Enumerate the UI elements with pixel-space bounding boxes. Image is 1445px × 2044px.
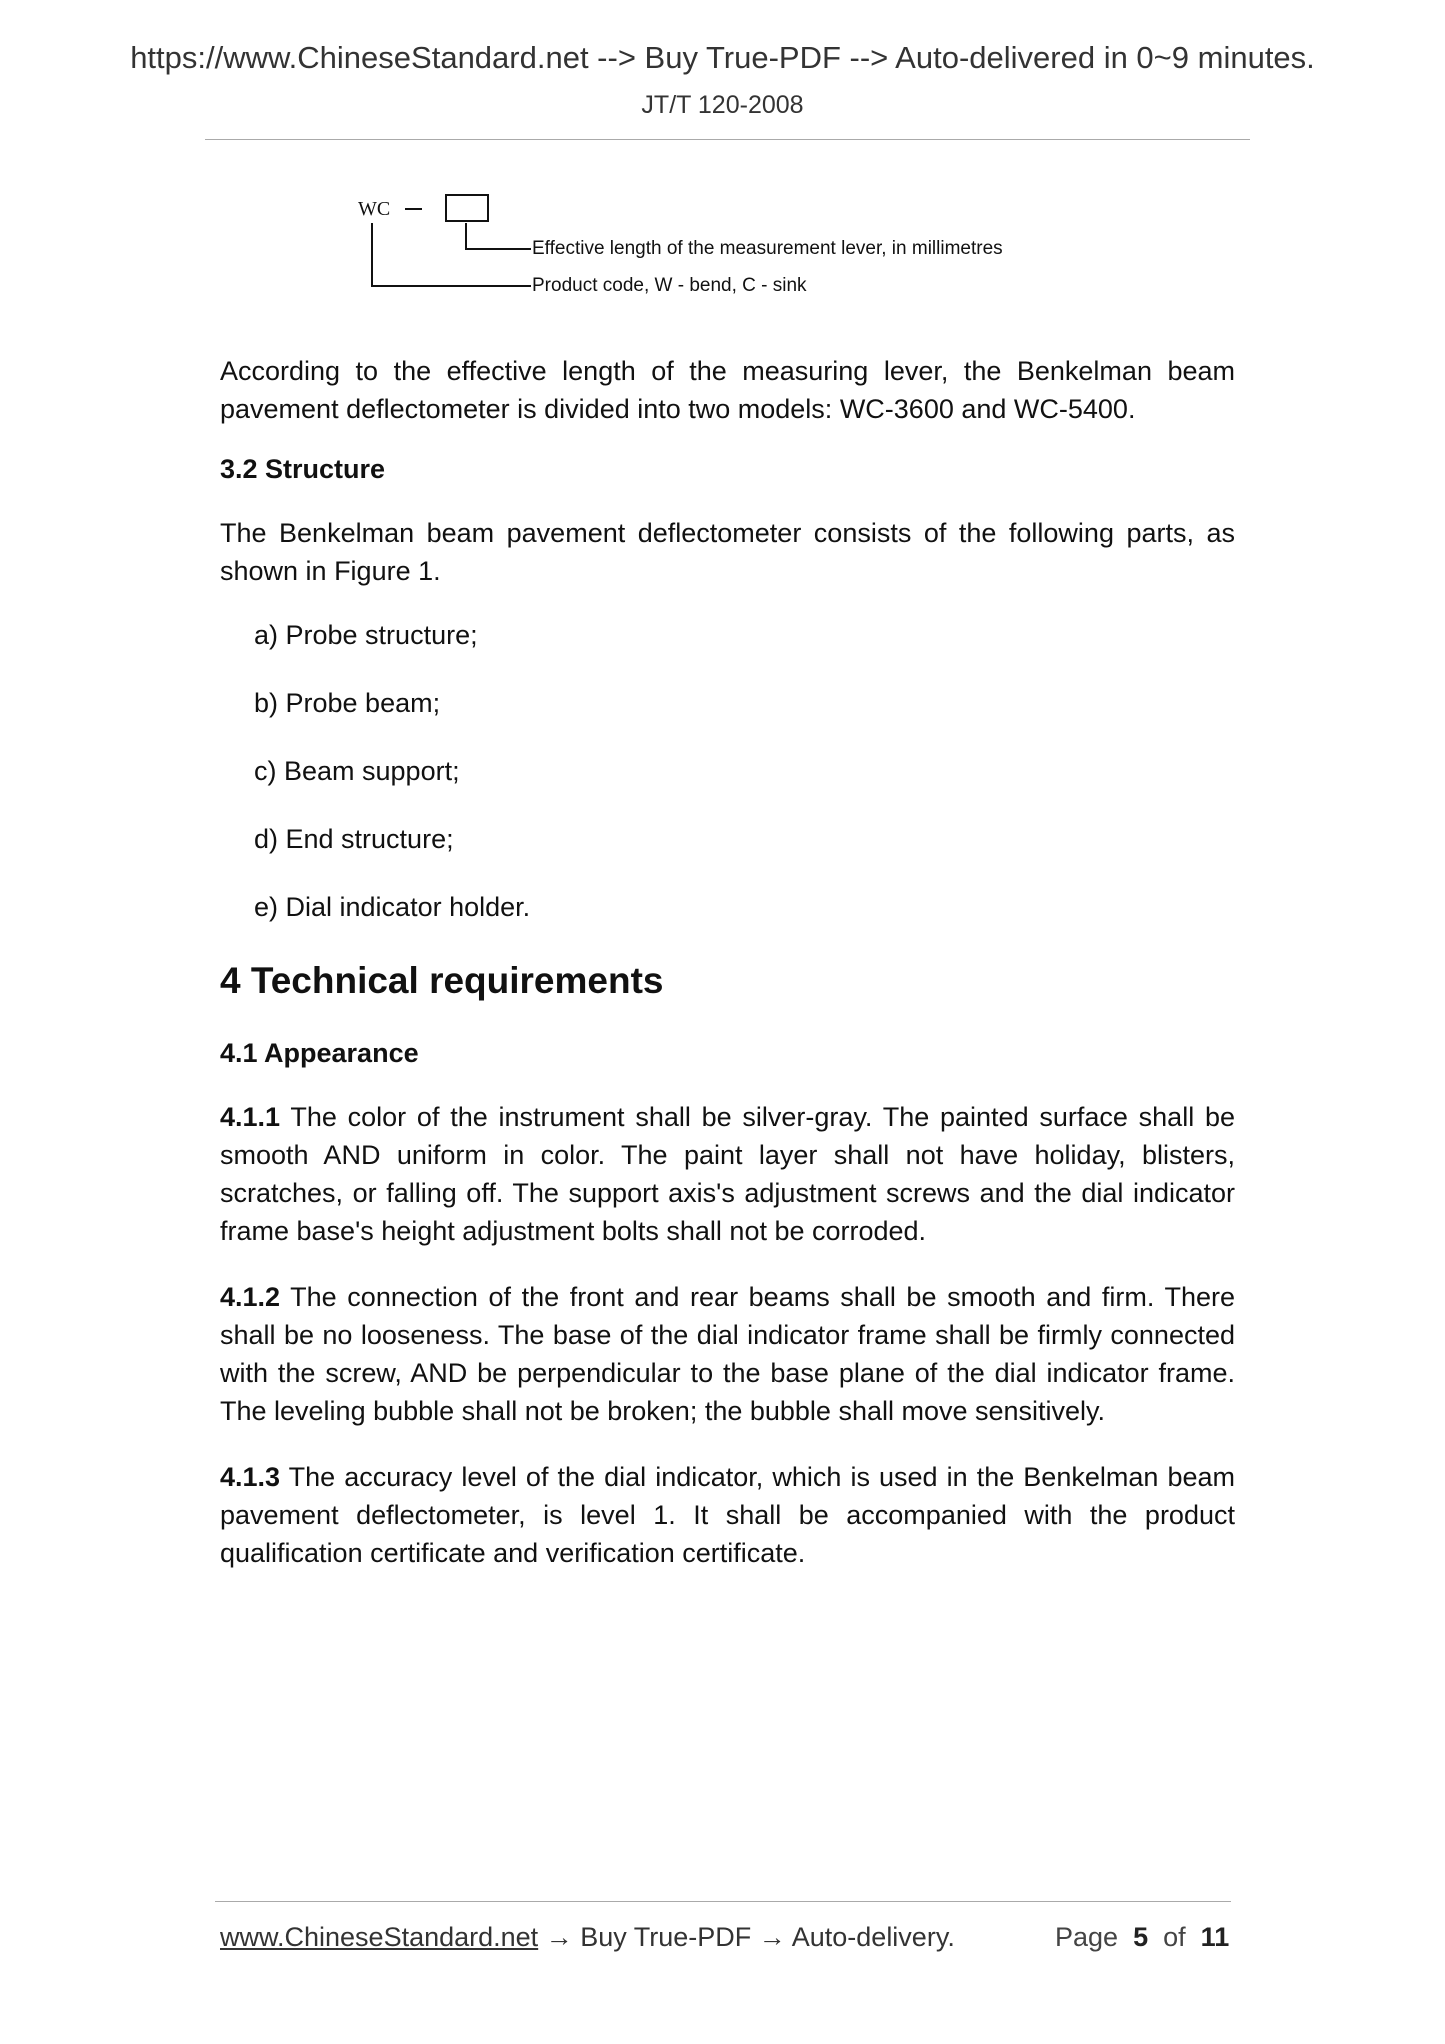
- page-number: 5: [1133, 1922, 1149, 1952]
- product-code-label: Product code, W - bend, C - sink: [532, 275, 807, 296]
- page-indicator: [1055, 1922, 1229, 1953]
- footer-tagline: → Buy True-PDF → Auto-delivery.: [538, 1922, 955, 1952]
- list-item: c) Beam support;: [254, 756, 460, 786]
- designation-diagram: [350, 188, 1050, 318]
- list-item: d) End structure;: [254, 824, 454, 854]
- clause-text: The accuracy level of the dial indicator, which is used in the Benkelman beam pavement deflectometer, is level 1. It shall be accompanied with the product qualification certificate and verification certificate.: [220, 1462, 1235, 1568]
- intro-paragraph: According to the effective length of the measuring lever, the Benkelman beam pavement deflectometer is divided into two models: WC-3600 and WC-5400.: [220, 356, 1235, 424]
- clause-number: 4.1.1: [220, 1102, 281, 1132]
- length-leader-vertical: [465, 223, 467, 250]
- list-item: b) Probe beam;: [254, 688, 441, 718]
- clause-text: The connection of the front and rear beams shall be smooth and firm. There shall be no looseness. The base of the dial indicator frame shall be firmly connected with the screw, AND be perpendicular to the base plane of the dial indicator frame. The leveling bubble shall not be broken; the bubble shall move sensitively.: [220, 1282, 1235, 1426]
- length-label: Effective length of the measurement lever, in millimetres: [532, 238, 1003, 259]
- section-4-heading: 4 Technical requirements: [220, 960, 664, 1001]
- page-word: Page: [1055, 1922, 1119, 1952]
- paragraph-4-1-3: [220, 1458, 1235, 1572]
- standard-number: JT/T 120-2008: [641, 91, 804, 119]
- section-4-1-heading: 4.1 Appearance: [220, 1038, 419, 1068]
- code-leader-vertical: [371, 223, 373, 287]
- list-item: e) Dial indicator holder.: [254, 892, 531, 922]
- header-banner: https://www.ChineseStandard.net --> Buy True-PDF --> Auto-delivered in 0~9 minutes.: [130, 40, 1315, 75]
- footer-left: [220, 1922, 955, 1953]
- paragraph-4-1-2: [220, 1278, 1235, 1430]
- code-leader-horizontal: [371, 285, 531, 287]
- clause-number: 4.1.2: [220, 1282, 281, 1312]
- list-item: a) Probe structure;: [254, 620, 478, 650]
- section-3-2-heading: 3.2 Structure: [220, 454, 386, 484]
- product-code-text: WC: [358, 198, 391, 220]
- of-word: of: [1163, 1922, 1186, 1952]
- length-placeholder-box: [445, 194, 489, 222]
- header-divider: [205, 139, 1250, 140]
- paragraph-4-1-1: [220, 1098, 1235, 1250]
- structure-parts-list: [220, 616, 1235, 926]
- code-dash: [405, 208, 422, 210]
- clause-number: 4.1.3: [220, 1462, 281, 1492]
- footer-divider: [215, 1901, 1231, 1902]
- section-3-2-text: The Benkelman beam pavement deflectometer consists of the following parts, as shown in Figure 1.: [220, 518, 1235, 586]
- footer-site-link[interactable]: www.ChineseStandard.net: [220, 1922, 539, 1952]
- total-pages: 11: [1200, 1922, 1230, 1952]
- length-leader-horizontal: [465, 248, 531, 250]
- document-body: [220, 352, 1235, 1600]
- clause-text: The color of the instrument shall be silver-gray. The painted surface shall be smooth AND uniform in color. The paint layer shall not have holiday, blisters, scratches, or falling off. The support axis's adjustment screws and the dial indicator frame base's height adjustment bolts shall not be corroded.: [220, 1102, 1235, 1246]
